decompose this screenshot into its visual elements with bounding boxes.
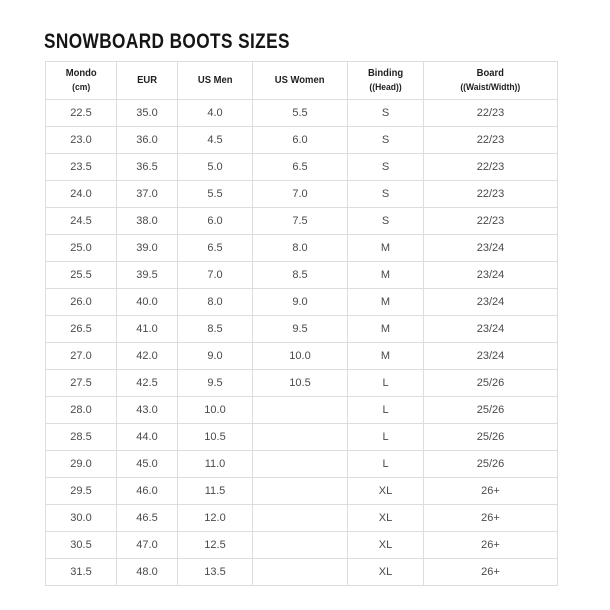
table-cell: 23.5 — [46, 154, 117, 181]
table-row — [46, 100, 558, 127]
table-cell: 7.0 — [253, 181, 348, 208]
table-cell: 46.0 — [117, 478, 178, 505]
table-cell: 26+ — [424, 478, 558, 505]
page-title: SNOWBOARD BOOTS SIZES — [44, 30, 290, 53]
table-cell: 30.0 — [46, 505, 117, 532]
column-header-subtext: ((Head)) — [369, 82, 402, 93]
table-header — [46, 62, 558, 100]
column-header-label: Binding ((Head)) — [367, 67, 404, 93]
table-cell: 25/26 — [424, 424, 558, 451]
table-cell: 46.5 — [117, 505, 178, 532]
table-cell: 8.0 — [253, 235, 348, 262]
table-row — [46, 208, 558, 235]
table-cell — [253, 397, 348, 424]
table-row — [46, 424, 558, 451]
table-cell: 13.5 — [178, 559, 253, 586]
table-cell: 29.0 — [46, 451, 117, 478]
table-cell: 6.5 — [178, 235, 253, 262]
table-cell: 36.0 — [117, 127, 178, 154]
table-cell: 48.0 — [117, 559, 178, 586]
table-cell: 23/24 — [424, 289, 558, 316]
table-cell: 42.0 — [117, 343, 178, 370]
table-cell: XL — [348, 478, 424, 505]
table-cell: 36.5 — [117, 154, 178, 181]
table-cell: M — [348, 289, 424, 316]
table-cell: 8.5 — [253, 262, 348, 289]
table-cell: 39.5 — [117, 262, 178, 289]
column-header-label: US Men — [197, 74, 233, 87]
column-header-eur — [117, 62, 178, 100]
table-cell: 7.5 — [253, 208, 348, 235]
table-cell: 5.5 — [178, 181, 253, 208]
table-cell: 22/23 — [424, 154, 558, 181]
table-cell: 28.0 — [46, 397, 117, 424]
table-body — [46, 100, 558, 586]
table-cell: 25/26 — [424, 451, 558, 478]
table-cell: 35.0 — [117, 100, 178, 127]
table-cell: 24.5 — [46, 208, 117, 235]
table-cell: M — [348, 343, 424, 370]
table-row — [46, 154, 558, 181]
table-cell: 10.5 — [253, 370, 348, 397]
table-cell: 42.5 — [117, 370, 178, 397]
column-header-label: EUR — [137, 74, 157, 87]
table-cell: 41.0 — [117, 316, 178, 343]
table-row — [46, 289, 558, 316]
table-cell: 22.5 — [46, 100, 117, 127]
table-cell: 4.5 — [178, 127, 253, 154]
table-cell: 25.0 — [46, 235, 117, 262]
table-cell: 30.5 — [46, 532, 117, 559]
table-header-row — [46, 62, 558, 100]
table-cell: 23/24 — [424, 235, 558, 262]
table-cell: 4.0 — [178, 100, 253, 127]
table-cell: 26+ — [424, 559, 558, 586]
table-cell — [253, 532, 348, 559]
table-cell: 27.5 — [46, 370, 117, 397]
column-header-mondo — [46, 62, 117, 100]
table-row — [46, 235, 558, 262]
table-row — [46, 127, 558, 154]
table-cell: S — [348, 181, 424, 208]
table-cell: L — [348, 424, 424, 451]
table-row — [46, 370, 558, 397]
table-cell: 9.5 — [253, 316, 348, 343]
column-header-subtext: ((Waist/Width)) — [460, 82, 521, 93]
table-row — [46, 478, 558, 505]
table-cell: S — [348, 208, 424, 235]
table-cell — [253, 478, 348, 505]
column-header-label: Board ((Waist/Width)) — [460, 67, 521, 93]
table-cell: 44.0 — [117, 424, 178, 451]
table-row — [46, 262, 558, 289]
table-cell: 23/24 — [424, 343, 558, 370]
table-cell: L — [348, 397, 424, 424]
table-cell: 8.5 — [178, 316, 253, 343]
table-cell: XL — [348, 559, 424, 586]
table-row — [46, 181, 558, 208]
table-cell: 6.0 — [178, 208, 253, 235]
table-cell: 23.0 — [46, 127, 117, 154]
table-cell: 26.5 — [46, 316, 117, 343]
table-cell: 47.0 — [117, 532, 178, 559]
table-cell: 40.0 — [117, 289, 178, 316]
table-cell: 31.5 — [46, 559, 117, 586]
table-row — [46, 343, 558, 370]
table-cell: S — [348, 100, 424, 127]
table-cell: 7.0 — [178, 262, 253, 289]
table-row — [46, 451, 558, 478]
table-cell: 11.0 — [178, 451, 253, 478]
table-cell: 9.0 — [178, 343, 253, 370]
table-cell: M — [348, 235, 424, 262]
table-cell: 22/23 — [424, 100, 558, 127]
table-cell: XL — [348, 532, 424, 559]
table-cell: 26+ — [424, 505, 558, 532]
table-cell: 22/23 — [424, 127, 558, 154]
table-cell — [253, 424, 348, 451]
table-cell: S — [348, 154, 424, 181]
table-cell: M — [348, 316, 424, 343]
table-cell: 22/23 — [424, 181, 558, 208]
table-row — [46, 532, 558, 559]
table-row — [46, 505, 558, 532]
table-cell: 22/23 — [424, 208, 558, 235]
table-cell: L — [348, 370, 424, 397]
table-cell: S — [348, 127, 424, 154]
table-cell: 10.0 — [253, 343, 348, 370]
table-cell: 26+ — [424, 532, 558, 559]
column-header-us-men — [178, 62, 253, 100]
table-cell: 38.0 — [117, 208, 178, 235]
table-cell: 12.0 — [178, 505, 253, 532]
table-cell: 9.0 — [253, 289, 348, 316]
table-cell: 28.5 — [46, 424, 117, 451]
table-cell: 12.5 — [178, 532, 253, 559]
table-row — [46, 316, 558, 343]
table-cell: L — [348, 451, 424, 478]
table-cell: 10.0 — [178, 397, 253, 424]
table-cell: 8.0 — [178, 289, 253, 316]
table-row — [46, 559, 558, 586]
table-cell: 25/26 — [424, 397, 558, 424]
table-cell: 37.0 — [117, 181, 178, 208]
table-cell: 6.0 — [253, 127, 348, 154]
table-cell — [253, 505, 348, 532]
column-header-label: US Women — [275, 74, 325, 87]
table-cell: 26.0 — [46, 289, 117, 316]
table-cell: 25.5 — [46, 262, 117, 289]
table-cell: XL — [348, 505, 424, 532]
table-row — [46, 397, 558, 424]
table-cell: 24.0 — [46, 181, 117, 208]
table-cell: 5.0 — [178, 154, 253, 181]
table-cell: 43.0 — [117, 397, 178, 424]
column-header-board — [424, 62, 558, 100]
table-cell: 23/24 — [424, 316, 558, 343]
table-cell: 23/24 — [424, 262, 558, 289]
table-cell: 11.5 — [178, 478, 253, 505]
table-cell: 39.0 — [117, 235, 178, 262]
table-cell: 29.5 — [46, 478, 117, 505]
table-cell — [253, 451, 348, 478]
table-cell: 5.5 — [253, 100, 348, 127]
table-cell: M — [348, 262, 424, 289]
column-header-label: Mondo (cm) — [65, 67, 97, 93]
size-chart-table — [45, 61, 558, 586]
column-header-binding — [348, 62, 424, 100]
column-header-us-women — [253, 62, 348, 100]
column-header-subtext: (cm) — [71, 82, 91, 93]
table-cell — [253, 559, 348, 586]
table-cell: 6.5 — [253, 154, 348, 181]
table-cell: 27.0 — [46, 343, 117, 370]
table-cell: 9.5 — [178, 370, 253, 397]
table-cell: 10.5 — [178, 424, 253, 451]
table-cell: 45.0 — [117, 451, 178, 478]
table-cell: 25/26 — [424, 370, 558, 397]
